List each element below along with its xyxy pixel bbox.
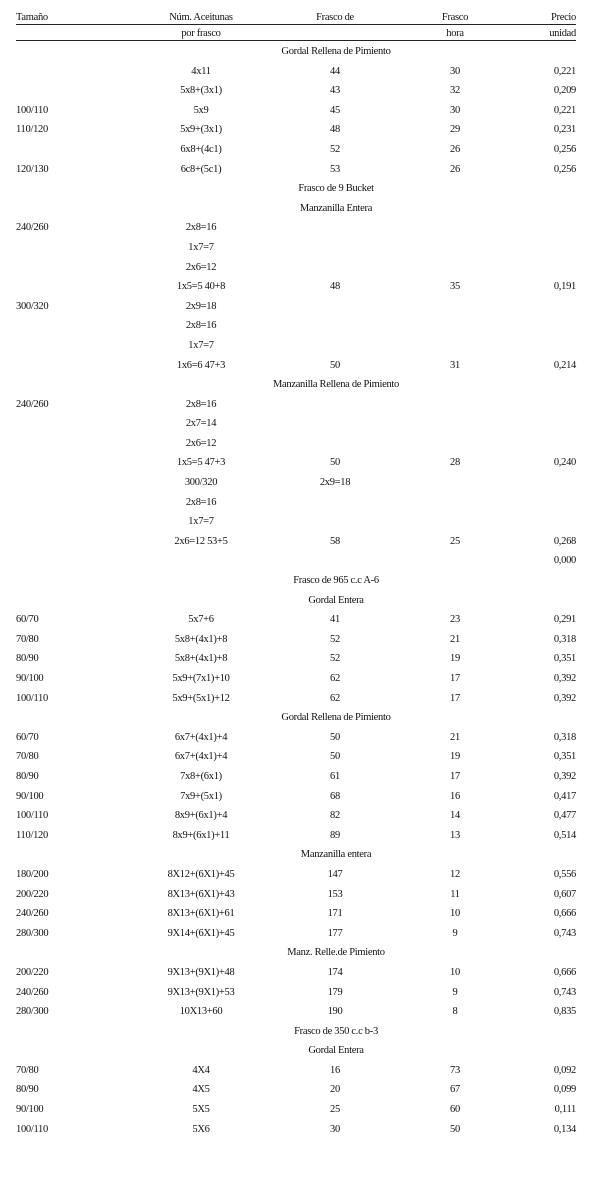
table-header [16,10,576,42]
price-table [16,10,576,1139]
table-row [16,610,576,630]
cell-hour: 25 [450,535,460,547]
cell-hour: 21 [450,731,460,743]
cell-size: 100/110 [16,692,48,704]
cell-count: 2x8=16 [185,222,217,234]
cell-count: 7x9+(5x1) [180,790,222,802]
cell-jar: 50 [330,731,340,743]
cell-size: 240/260 [16,398,49,410]
cell-jar: 20 [330,1084,340,1096]
cell-hour: 30 [450,104,460,116]
cell-size: 240/260 [16,222,49,234]
cell-jar: 25 [330,1104,340,1116]
table-row [16,101,576,121]
cell-size: 100/110 [16,1123,48,1135]
table-row [16,747,576,767]
cell-jar: 52 [330,633,340,645]
cell-price: 0,221 [553,65,576,77]
cell-size: 70/80 [16,633,39,645]
cell-price: 0,256 [553,163,576,175]
cell-price: 0,392 [553,673,576,684]
table-row [16,160,576,180]
cell-price: 0,291 [553,614,576,626]
cell-size: 90/100 [16,790,44,802]
cell-count: 2x8=16 [185,320,217,332]
cell-count: 2x8=16 [185,398,217,410]
table-row [16,414,576,434]
cell-jar: 30 [330,1123,340,1135]
cell-jar: 179 [327,986,343,998]
section-title: Frasco de 965 c.c A-6 [293,575,379,587]
section-title-row [16,845,576,865]
table-row [16,983,576,1003]
section-title-row [16,1022,576,1042]
section-title: Gordal Rellena de Pimiento [281,712,391,724]
section-title: Frasco de 9 Bucket [298,183,374,195]
cell-count: 5x9+(7x1)+10 [172,673,230,684]
cell-hour: 35 [450,281,460,293]
section-title: Manz. Relle.de Pimiento [287,947,385,959]
cell-hour: 26 [450,163,460,175]
cell-price: 0,240 [553,457,576,469]
cell-price: 0,607 [553,888,576,900]
cell-price: 0,477 [553,810,576,822]
cell-jar: 62 [330,673,340,684]
section-title-row [16,179,576,199]
cell-jar: 147 [327,868,343,880]
cell-price: 0,666 [553,908,576,920]
section-title-row [16,943,576,963]
cell-price: 0,191 [553,281,576,293]
section-title-row [16,571,576,591]
table-row [16,512,576,532]
cell-count: 2x9=18 [185,300,217,312]
header-price-line1: Precio [550,12,576,23]
cell-count: 5x8+(4x1)+8 [174,653,228,665]
cell-hour: 67 [450,1084,460,1096]
cell-size: 280/300 [16,927,49,939]
table-row [16,62,576,82]
cell-price: 0,351 [553,751,576,763]
cell-hour: 17 [450,692,460,704]
table-row [16,493,576,513]
cell-jar: 43 [330,85,340,97]
table-row [16,1080,576,1100]
cell-size: 90/100 [16,673,44,684]
cell-jar: 62 [330,692,340,704]
cell-jar: 50 [330,359,340,371]
cell-count: 2x6=12 53+5 [174,535,228,547]
cell-jar: 82 [330,810,340,822]
table-row [16,297,576,317]
cell-count: 5x8+(4x1)+8 [174,633,228,645]
cell-jar: 153 [327,888,343,900]
table-row [16,81,576,101]
cell-hour: 21 [450,633,460,645]
table-row [16,532,576,552]
cell-price: 0,214 [553,359,576,371]
cell-jar: 44 [330,65,340,77]
cell-hour: 31 [450,359,460,371]
cell-hour: 10 [450,908,460,920]
cell-size: 120/130 [16,163,49,175]
cell-jar: 174 [327,966,343,978]
cell-price: 0,318 [553,731,576,743]
section-title: Manzanilla Rellena de Pimiento [272,379,400,391]
cell-price: 0,231 [553,124,576,136]
table-row [16,1061,576,1081]
cell-jar: 190 [327,1006,343,1018]
cell-count: 2x6=12 [185,261,217,273]
table-row [16,277,576,297]
cell-count: 1x7=7 [188,241,214,253]
cell-size: 180/200 [16,868,49,880]
table-row [16,473,576,493]
table-row [16,904,576,924]
cell-count: 4x11 [191,65,211,77]
header-bottom-rule [16,40,576,41]
cell-hour: 8 [452,1006,458,1018]
cell-count: 5x9 [193,104,209,116]
cell-count: 8X12+(6X1)+45 [167,868,235,880]
cell-price: 0,392 [553,692,576,704]
table-row [16,336,576,356]
cell-hour: 14 [450,810,460,822]
cell-count: 1x7=7 [188,516,214,528]
table-row [16,395,576,415]
table-row [16,120,576,140]
cell-hour: 50 [450,1123,460,1135]
cell-size: 60/70 [16,614,39,626]
section-title-row [16,591,576,611]
header-jar: Frasco de [316,12,354,23]
cell-count: 5X6 [192,1123,210,1135]
cell-count: 9X13+(9X1)+53 [167,986,235,998]
cell-jar: 68 [330,790,340,802]
cell-count: 8X13+(6X1)+61 [167,908,235,920]
cell-hour: 19 [450,751,460,763]
cell-count: 5x9+(5x1)+12 [172,692,230,704]
cell-price: 0,268 [553,535,576,547]
cell-jar: 177 [327,927,343,939]
section-title: Manzanilla entera [300,849,372,861]
table-row [16,218,576,238]
section-title: Manzanilla Entera [299,202,373,214]
cell-count: 5x9+(3x1) [180,124,222,136]
cell-hour: 16 [450,790,460,802]
cell-count: 1x6=6 47+3 [176,359,226,371]
cell-price: 0,392 [553,770,576,782]
cell-jar: 45 [330,104,340,116]
table-row [16,865,576,885]
cell-size: 200/220 [16,966,49,978]
cell-count: 4X4 [192,1064,210,1076]
cell-hour: 28 [450,457,460,469]
header-price-line2: unidad [549,28,576,39]
table-row [16,767,576,787]
cell-count: 4X5 [192,1084,210,1096]
cell-jar: 89 [330,829,340,841]
table-row [16,1100,576,1120]
cell-size: 200/220 [16,888,49,900]
table-row [16,728,576,748]
table-row [16,1002,576,1022]
header-underline [16,24,576,25]
table-row [16,1120,576,1140]
cell-price: 0,318 [553,633,576,645]
table-row [16,140,576,160]
cell-jar: 50 [330,457,340,469]
cell-count: 1x5=5 47+3 [176,457,226,469]
cell-hour: 17 [450,770,460,782]
cell-count: 7x8+(6x1) [180,770,222,782]
cell-count: 8x9+(6x1)+4 [174,810,228,822]
cell-hour: 9 [452,986,458,998]
cell-hour: 11 [450,888,460,900]
cell-jar: 58 [330,535,340,547]
cell-jar: 171 [327,908,343,920]
header-hour-line2: hora [446,28,464,39]
cell-count: 5x8+(3x1) [180,85,222,97]
cell-jar: 48 [330,124,340,136]
cell-hour: 10 [450,966,460,978]
cell-size: 110/120 [16,124,48,136]
cell-count: 6x7+(4x1)+4 [174,751,228,763]
cell-count: 2x7=14 [185,418,217,430]
cell-count: 2x8=16 [185,496,217,508]
section-title-row [16,42,576,62]
cell-hour: 26 [450,143,460,155]
table-row [16,885,576,905]
cell-hour: 23 [450,614,460,626]
cell-size: 80/90 [16,1084,39,1096]
section-title: Gordal Rellena de Pimiento [281,46,391,57]
cell-jar: 52 [330,653,340,665]
cell-jar: 2x9=18 [319,477,351,489]
cell-size: 70/80 [16,751,39,763]
cell-hour: 9 [452,927,458,939]
cell-hour: 60 [450,1104,460,1116]
cell-count: 1x5=5 40+8 [176,281,226,293]
cell-price: 0,417 [553,790,576,802]
cell-size: 100/110 [16,810,48,822]
cell-count: 300/320 [184,477,218,489]
header-size: Tamaño [16,12,48,23]
cell-jar: 50 [330,751,340,763]
section-title: Gordal Entera [308,1045,364,1057]
table-row [16,356,576,376]
header-count-line2: por frasco [181,28,221,39]
cell-size: 300/320 [16,300,49,312]
section-title-row [16,708,576,728]
cell-count: 5x7+6 [188,614,214,626]
cell-count: 5X5 [192,1104,210,1116]
table-row [16,316,576,336]
cell-hour: 30 [450,65,460,77]
table-row [16,806,576,826]
cell-price: 0,556 [553,868,576,880]
section-title-row [16,375,576,395]
cell-count: 1x7=7 [188,339,214,351]
header-count-line1: Núm. Aceitunas [169,12,233,23]
cell-price: 0,000 [553,555,576,567]
cell-jar: 61 [330,770,340,782]
section-title-row [16,199,576,219]
table-row [16,551,576,571]
table-row [16,434,576,454]
cell-hour: 12 [450,868,460,880]
cell-price: 0,134 [553,1123,576,1135]
cell-jar: 52 [330,143,340,155]
cell-size: 240/260 [16,986,49,998]
table-row [16,258,576,278]
cell-size: 80/90 [16,653,39,665]
section-title-row [16,1041,576,1061]
cell-count: 6c8+(5c1) [180,163,222,175]
cell-count: 9X13+(9X1)+48 [167,966,235,978]
table-row [16,689,576,709]
cell-jar: 16 [330,1064,340,1076]
table-row [16,453,576,473]
cell-size: 110/120 [16,829,48,841]
cell-price: 0,099 [553,1084,576,1096]
cell-price: 0,221 [553,104,576,116]
cell-count: 10X13+60 [179,1006,223,1018]
section-title: Gordal Entera [308,594,364,606]
cell-jar: 48 [330,281,340,293]
cell-jar: 41 [330,614,340,626]
cell-size: 70/80 [16,1064,39,1076]
cell-price: 0,743 [553,986,576,998]
cell-hour: 19 [450,653,460,665]
cell-count: 8x9+(6x1)+11 [172,829,230,841]
table-row [16,787,576,807]
cell-hour: 32 [450,85,460,97]
cell-hour: 17 [450,673,460,684]
cell-price: 0,351 [553,653,576,665]
cell-hour: 73 [450,1064,460,1076]
cell-price: 0,209 [553,85,576,97]
cell-count: 6x7+(4x1)+4 [174,731,228,743]
table-row [16,238,576,258]
cell-size: 100/110 [16,104,48,116]
cell-size: 60/70 [16,731,39,743]
cell-hour: 29 [450,124,460,136]
cell-size: 80/90 [16,770,39,782]
table-row [16,649,576,669]
table-row [16,630,576,650]
table-row [16,924,576,944]
cell-size: 280/300 [16,1006,49,1018]
cell-price: 0,514 [553,829,576,841]
cell-jar: 53 [330,163,340,175]
table-row [16,963,576,983]
cell-price: 0,666 [553,966,576,978]
cell-price: 0,835 [553,1006,576,1018]
cell-count: 6x8+(4c1) [180,143,222,155]
cell-count: 9X14+(6X1)+45 [167,927,235,939]
header-hour-line1: Frasco [441,12,469,23]
cell-size: 90/100 [16,1104,44,1116]
cell-count: 8X13+(6X1)+43 [167,888,235,900]
table-body [16,42,576,1139]
cell-price: 0,256 [553,143,576,155]
cell-price: 0,092 [553,1064,576,1076]
cell-hour: 13 [450,829,460,841]
cell-count: 2x6=12 [185,437,217,449]
cell-price: 0,743 [553,927,576,939]
cell-size: 240/260 [16,908,49,920]
table-row [16,669,576,689]
table-row [16,826,576,846]
section-title: Frasco de 350 c.c b-3 [294,1025,378,1037]
cell-price: 0,111 [554,1104,576,1116]
